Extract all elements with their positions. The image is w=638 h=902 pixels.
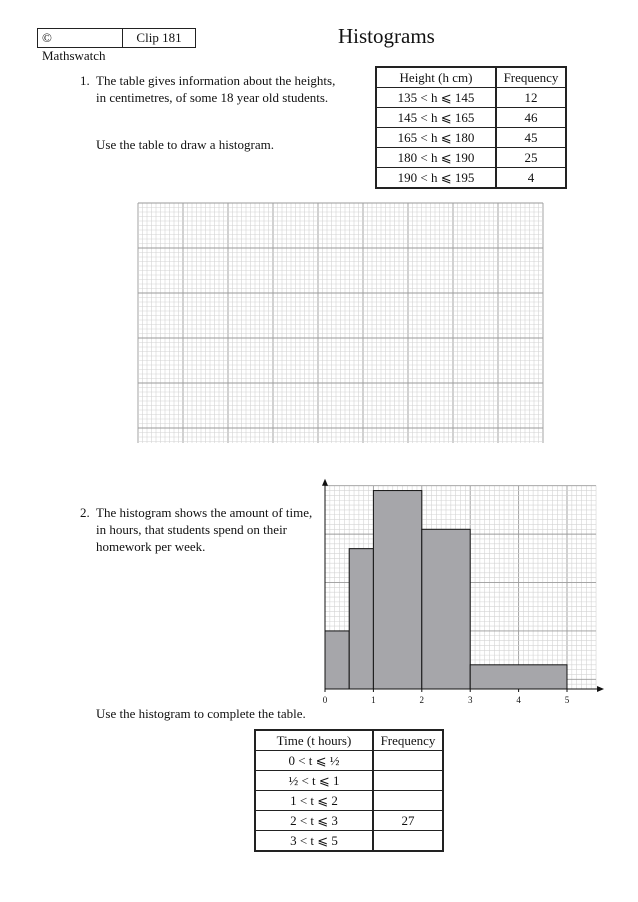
table-cell: 3 < t ⩽ 5 (255, 831, 373, 852)
table-row (376, 108, 566, 128)
histogram-bar (373, 491, 421, 689)
q1-header-height: Height (h cm) (376, 67, 496, 88)
brand-label: © Mathswatch (38, 29, 123, 47)
histogram-bar (422, 529, 470, 689)
table-cell: 4 (496, 168, 566, 189)
q2-header-time: Time (t hours) (255, 730, 373, 751)
q2-instruction: Use the histogram to complete the table. (96, 706, 306, 721)
blank-graph-paper (138, 203, 544, 444)
q2-table (254, 729, 444, 852)
answer-cell[interactable]: 27 (373, 811, 443, 831)
q1-header-frequency: Frequency (496, 67, 566, 88)
table-row (376, 88, 566, 108)
table-row (255, 811, 443, 831)
table-cell: 135 < h ⩽ 145 (376, 88, 496, 108)
table-row (376, 168, 566, 189)
table-cell: 25 (496, 148, 566, 168)
q2-line-2: in hours, that students spend on their (96, 522, 288, 537)
homework-histogram (318, 514, 608, 714)
answer-cell[interactable] (373, 831, 443, 852)
histogram-bar (470, 665, 567, 689)
table-cell: 165 < h ⩽ 180 (376, 128, 496, 148)
table-row (255, 730, 443, 751)
q2-line-3: homework per week. (96, 539, 206, 554)
answer-cell[interactable] (373, 771, 443, 791)
table-row (255, 771, 443, 791)
table-row (255, 791, 443, 811)
table-cell: 45 (496, 128, 566, 148)
histogram-bar (325, 631, 349, 689)
x-tick-label: 2 (419, 695, 425, 705)
table-cell: 2 < t ⩽ 3 (255, 811, 373, 831)
q1-number: 1. (80, 73, 90, 88)
table-cell: 180 < h ⩽ 190 (376, 148, 496, 168)
table-row (255, 831, 443, 852)
header-box (37, 28, 196, 63)
table-cell: 0 < t ⩽ ½ (255, 751, 373, 771)
x-tick-label: 1 (371, 695, 376, 705)
answer-cell[interactable] (373, 751, 443, 771)
x-tick-label: 3 (467, 695, 473, 705)
y-axis-arrow-icon (322, 479, 328, 486)
x-tick-label: 0 (322, 695, 328, 705)
table-row (255, 751, 443, 771)
q2-line-1: The histogram shows the amount of time, (96, 505, 313, 520)
answer-cell[interactable] (373, 791, 443, 811)
q1-instruction: Use the table to draw a histogram. (96, 137, 274, 152)
x-axis-arrow-icon (597, 686, 604, 692)
table-cell: ½ < t ⩽ 1 (255, 771, 373, 791)
table-cell: 1 < t ⩽ 2 (255, 791, 373, 811)
table-row (376, 128, 566, 148)
q2-text (80, 504, 313, 555)
table-cell: 145 < h ⩽ 165 (376, 108, 496, 128)
clip-label: Clip 181 (136, 30, 182, 45)
x-tick-label: 5 (564, 695, 570, 705)
page-title: Histograms (338, 24, 435, 48)
table-cell: 12 (496, 88, 566, 108)
x-tick-label: 4 (516, 695, 521, 705)
table-row (376, 148, 566, 168)
q2-number: 2. (80, 505, 90, 520)
q1-table (375, 66, 567, 189)
table-row (376, 67, 566, 88)
q1-line-2: in centimetres, of some 18 year old students. (96, 90, 329, 105)
histogram-bar (349, 549, 373, 689)
q1-text (80, 72, 336, 106)
table-cell: 190 < h ⩽ 195 (376, 168, 496, 189)
q1-line-1: The table gives information about the heights, (96, 73, 336, 88)
q2-header-frequency: Frequency (373, 730, 443, 751)
table-cell: 46 (496, 108, 566, 128)
